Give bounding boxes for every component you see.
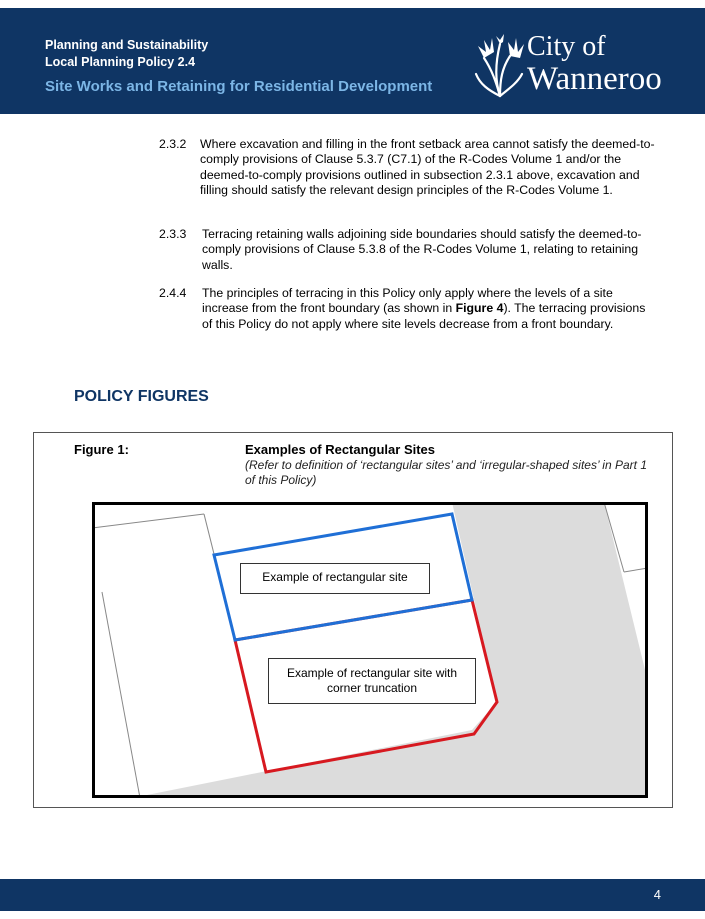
clause-number: 2.3.3 [159,227,187,241]
figure-caption: (Refer to definition of ‘rectangular sites’ and ‘irregular-shaped sites’ in Part 1 of this Policy) [245,458,647,487]
clause-number: 2.4.4 [159,286,187,300]
clause-number: 2.3.2 [159,137,187,151]
clause-text: Terracing retaining walls adjoining side boundaries should satisfy the deemed-to-comply provisions of Clause 5.3.8 of the R-Codes Volume 1, relating to retaining walls. [202,227,642,272]
clause-text: Where excavation and filling in the front setback area cannot satisfy the deemed-to-comply provisions of Clause 5.3.7 (C7.1) of the R-Codes Volume 1 and/or the deemed-to-comply provisions outlined in subsection 2.3.1 above, excavation and filling should satisfy the relevant design principles of the R-Codes Volume 1. [200,137,655,198]
policy-title: Site Works and Retaining for Residential Development [45,78,433,95]
site-label-rectangular: Example of rectangular site [240,563,430,594]
site-diagram-svg [92,502,648,798]
page-header [0,8,705,114]
logo-city-text: City of [527,31,606,62]
site-diagram [92,502,648,798]
figure-title: Examples of Rectangular Sites [245,442,436,457]
figure-reference: Figure 4 [455,301,504,316]
policy-number: Local Planning Policy 2.4 [45,55,196,69]
clause-text: The principles of terracing in this Policy only apply where the levels of a site increase from the front boundary (as shown in Figure 4). The terracing provisions of this Policy do not apply where site levels decrease from a front boundary. [202,286,646,331]
policy-figures-heading: POLICY FIGURES [74,388,209,405]
page-number: 4 [653,887,661,902]
plant-logo-icon [470,34,525,98]
city-logo [470,32,680,102]
figure-label: Figure 1: [74,442,129,457]
site-label-truncated: Example of rectangular site with corner truncation [268,658,476,704]
logo-name-text: Wanneroo [527,61,662,97]
page-footer [0,879,705,911]
department-name: Planning and Sustainability [45,38,209,52]
